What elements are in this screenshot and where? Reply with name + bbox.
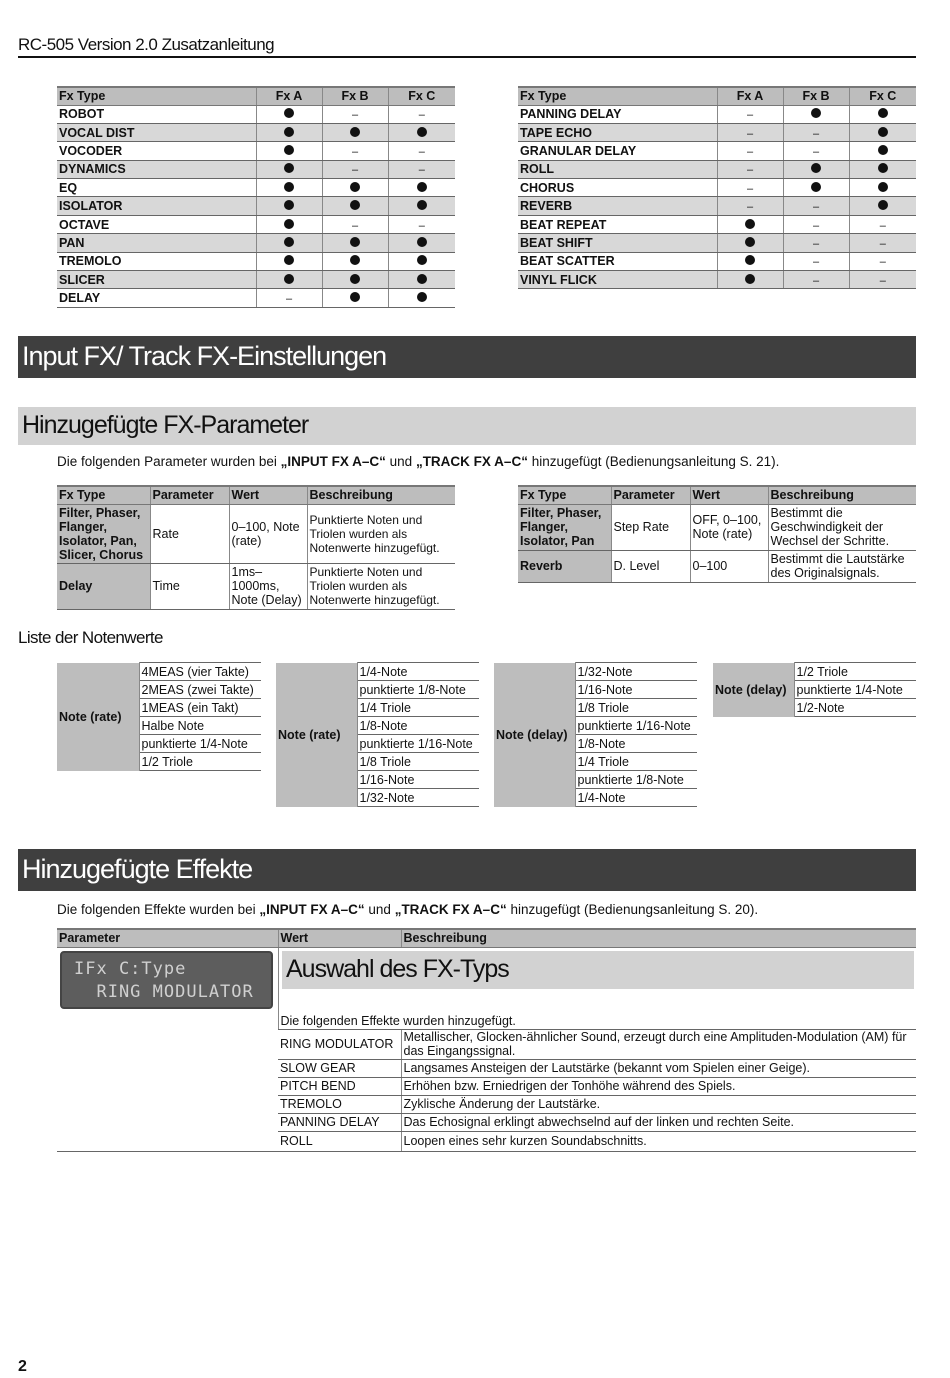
available-dot-icon bbox=[350, 182, 360, 192]
available-dot-icon bbox=[284, 237, 294, 247]
fx-type-name: VOCAL DIST bbox=[57, 123, 256, 141]
subheading-title: Auswahl des FX-Typs bbox=[286, 955, 509, 983]
fx-a-availability bbox=[256, 197, 322, 215]
effect-name-cell: RING MODULATOR bbox=[278, 1029, 401, 1059]
note-category: Note (rate) bbox=[57, 663, 139, 771]
not-available-dash: – bbox=[418, 219, 425, 232]
section-banner-fx-parameter bbox=[18, 407, 916, 445]
available-dot-icon bbox=[878, 200, 888, 210]
section-title: Input FX/ Track FX-Einstellungen bbox=[22, 341, 387, 371]
col-header-beschreibung: Beschreibung bbox=[307, 486, 455, 504]
available-dot-icon bbox=[284, 145, 294, 155]
not-available-dash: – bbox=[351, 109, 359, 122]
available-dot-icon bbox=[878, 145, 888, 155]
fx-type-name: BEAT REPEAT bbox=[518, 215, 717, 233]
note-value: 1/16-Note bbox=[575, 681, 697, 699]
available-dot-icon bbox=[350, 200, 360, 210]
fx-type-row bbox=[57, 179, 455, 197]
value-cell: 1ms–1000ms, Note (Delay) bbox=[229, 563, 307, 609]
fx-type-row bbox=[57, 142, 455, 160]
fx-c-availability bbox=[849, 271, 916, 289]
available-dot-icon bbox=[417, 274, 427, 284]
effect-description-cell: Metallischer, Glocken-ähnlicher Sound, erzeugt durch eine Amplituden-Modulation (AM) für das Eingangssignal. bbox=[401, 1029, 916, 1059]
available-dot-icon bbox=[350, 274, 360, 284]
col-header-fx-type: Fx Type bbox=[518, 87, 717, 105]
fx-c-availability bbox=[849, 252, 916, 270]
fx-c-availability bbox=[388, 252, 455, 270]
intro-text: und bbox=[385, 454, 416, 469]
available-dot-icon bbox=[350, 255, 360, 265]
fx-a-availability bbox=[717, 215, 783, 233]
description-cell: Bestimmt die Lautstärke des Originalsignals. bbox=[768, 550, 916, 582]
intro-bold-track-fx: „TRACK FX A–C“ bbox=[415, 454, 528, 469]
fx-a-availability bbox=[256, 160, 322, 178]
lcd-line-1: IFx C:Type bbox=[74, 959, 187, 979]
fx-a-availability bbox=[717, 179, 783, 197]
fx-type-row bbox=[518, 271, 916, 289]
description-cell: Bestimmt die Geschwindigkeit der Wechsel der Schritte. bbox=[768, 504, 916, 550]
parameter-cell: Rate bbox=[150, 504, 229, 563]
available-dot-icon bbox=[417, 292, 427, 302]
note-value: 1/2 Triole bbox=[139, 753, 261, 771]
effect-name-cell: TREMOLO bbox=[278, 1095, 401, 1113]
parameter-cell: Time bbox=[150, 563, 229, 609]
col-header-fx-b: Fx B bbox=[783, 87, 849, 105]
note-row bbox=[276, 663, 479, 681]
value-cell: 0–100, Note (rate) bbox=[229, 504, 307, 563]
fx-type-row bbox=[57, 252, 455, 270]
note-value: Halbe Note bbox=[139, 717, 261, 735]
note-value: 1/4-Note bbox=[575, 789, 697, 807]
fx-type-name: BEAT SCATTER bbox=[518, 252, 717, 270]
not-available-dash: – bbox=[351, 219, 359, 232]
col-header-fx-c: Fx C bbox=[849, 87, 916, 105]
available-dot-icon bbox=[284, 274, 294, 284]
not-available-dash: – bbox=[746, 127, 754, 140]
available-dot-icon bbox=[417, 182, 427, 192]
fx-type-row bbox=[518, 123, 916, 141]
not-available-dash: – bbox=[746, 164, 754, 177]
fx-c-availability bbox=[388, 160, 455, 178]
effect-name-cell: ROLL bbox=[278, 1131, 401, 1151]
intro-bold-input-fx: „INPUT FX A–C“ bbox=[259, 902, 365, 917]
fx-type-name: PAN bbox=[57, 234, 256, 252]
fx-a-availability bbox=[256, 289, 322, 307]
col-header-beschreibung: Beschreibung bbox=[768, 486, 916, 504]
fx-c-availability bbox=[849, 123, 916, 141]
note-value: punktierte 1/8-Note bbox=[575, 771, 697, 789]
fx-b-availability bbox=[322, 252, 388, 270]
document-title: RC-505 Version 2.0 Zusatzanleitung bbox=[18, 34, 916, 58]
col-header-fx-type: Fx Type bbox=[518, 486, 611, 504]
section-title: Hinzugefügte FX-Parameter bbox=[22, 411, 309, 439]
intro-text: hinzugefügt (Bedienungsanleitung S. 20). bbox=[506, 902, 759, 917]
not-available-dash: – bbox=[812, 201, 820, 214]
not-available-dash: – bbox=[812, 256, 820, 269]
fx-type-row bbox=[57, 234, 455, 252]
available-dot-icon bbox=[417, 127, 427, 137]
available-dot-icon bbox=[284, 127, 294, 137]
not-available-dash: – bbox=[418, 145, 425, 158]
fx-b-availability bbox=[322, 105, 388, 123]
fx-b-availability bbox=[322, 142, 388, 160]
col-header-fx-type: Fx Type bbox=[57, 87, 256, 105]
parameter-cell: D. Level bbox=[611, 550, 690, 582]
fx-b-availability bbox=[783, 234, 849, 252]
fx-c-availability bbox=[388, 105, 455, 123]
description-cell: Punktierte Noten und Triolen wurden als Notenwerte hinzugefügt. bbox=[307, 504, 455, 563]
available-dot-icon bbox=[745, 255, 755, 265]
note-value: 1/4 Triole bbox=[357, 699, 479, 717]
effects-intro: Die folgenden Effekte wurden hinzugefügt. bbox=[278, 1013, 916, 1029]
fx-c-availability bbox=[388, 179, 455, 197]
available-dot-icon bbox=[745, 219, 755, 229]
fx-type-name: EQ bbox=[57, 179, 256, 197]
fx-a-availability bbox=[256, 252, 322, 270]
effect-name-cell: PANNING DELAY bbox=[278, 1113, 401, 1131]
col-header-wert: Wert bbox=[229, 486, 307, 504]
note-value: punktierte 1/4-Note bbox=[794, 681, 916, 699]
fx-a-availability bbox=[256, 234, 322, 252]
note-value: punktierte 1/16-Note bbox=[575, 717, 697, 735]
not-available-dash: – bbox=[746, 182, 754, 195]
not-available-dash: – bbox=[879, 237, 886, 250]
fx-type-table-right bbox=[518, 86, 916, 289]
fx-type-name: ISOLATOR bbox=[57, 197, 256, 215]
fx-type-row bbox=[57, 197, 455, 215]
fx-type-name: SLICER bbox=[57, 271, 256, 289]
col-header-wert: Wert bbox=[690, 486, 768, 504]
available-dot-icon bbox=[284, 255, 294, 265]
param-table-right bbox=[518, 485, 916, 583]
fx-a-availability bbox=[256, 271, 322, 289]
fx-type-name: GRANULAR DELAY bbox=[518, 142, 717, 160]
intro-bold-input-fx: „INPUT FX A–C“ bbox=[280, 454, 386, 469]
note-category: Note (delay) bbox=[713, 663, 794, 717]
fx-b-availability bbox=[322, 179, 388, 197]
note-table bbox=[494, 662, 697, 807]
available-dot-icon bbox=[350, 127, 360, 137]
fx-b-availability bbox=[783, 197, 849, 215]
note-value: 1MEAS (ein Takt) bbox=[139, 699, 261, 717]
intro-paragraph bbox=[57, 454, 779, 469]
col-header-wert: Wert bbox=[278, 929, 401, 947]
fx-c-availability bbox=[388, 215, 455, 233]
fx-type-row bbox=[518, 160, 916, 178]
fx-a-availability bbox=[717, 252, 783, 270]
fx-c-availability bbox=[388, 123, 455, 141]
fx-type-row bbox=[57, 289, 455, 307]
fx-c-availability bbox=[388, 142, 455, 160]
fx-type-name: VINYL FLICK bbox=[518, 271, 717, 289]
note-value: punktierte 1/8-Note bbox=[357, 681, 479, 699]
effect-description-cell: Loopen eines sehr kurzen Soundabschnitts. bbox=[401, 1131, 916, 1151]
not-available-dash: – bbox=[351, 145, 359, 158]
fx-type-row bbox=[518, 234, 916, 252]
fx-type-cell: Reverb bbox=[518, 550, 611, 582]
fx-a-availability bbox=[256, 142, 322, 160]
intro-text: hinzugefügt (Bedienungsanleitung S. 21). bbox=[527, 454, 780, 469]
parameter-cell: Step Rate bbox=[611, 504, 690, 550]
value-cell: OFF, 0–100, Note (rate) bbox=[690, 504, 768, 550]
fx-type-row bbox=[57, 160, 455, 178]
note-value: 1/4-Note bbox=[357, 663, 479, 681]
available-dot-icon bbox=[745, 274, 755, 284]
fx-a-availability bbox=[256, 123, 322, 141]
available-dot-icon bbox=[417, 237, 427, 247]
fx-a-availability bbox=[717, 160, 783, 178]
note-value: 1/8 Triole bbox=[575, 699, 697, 717]
fx-b-availability bbox=[322, 271, 388, 289]
note-value: 1/2-Note bbox=[794, 699, 916, 717]
fx-a-availability bbox=[256, 105, 322, 123]
fx-b-availability bbox=[783, 252, 849, 270]
fx-type-row bbox=[57, 105, 455, 123]
fx-a-availability bbox=[717, 271, 783, 289]
fx-type-name: ROBOT bbox=[57, 105, 256, 123]
col-header-parameter: Parameter bbox=[150, 486, 229, 504]
fx-a-availability bbox=[717, 234, 783, 252]
available-dot-icon bbox=[284, 182, 294, 192]
fx-b-availability bbox=[322, 160, 388, 178]
note-value: 1/4 Triole bbox=[575, 753, 697, 771]
note-value: 1/8-Note bbox=[357, 717, 479, 735]
intro-paragraph bbox=[57, 902, 758, 917]
fx-a-availability bbox=[717, 123, 783, 141]
not-available-dash: – bbox=[812, 274, 820, 287]
fx-b-availability bbox=[322, 123, 388, 141]
not-available-dash: – bbox=[418, 109, 425, 122]
fx-c-availability bbox=[849, 142, 916, 160]
fx-b-availability bbox=[322, 215, 388, 233]
available-dot-icon bbox=[878, 108, 888, 118]
note-row bbox=[713, 663, 916, 681]
fx-b-availability bbox=[783, 142, 849, 160]
fx-type-name: TAPE ECHO bbox=[518, 123, 717, 141]
note-value: 4MEAS (vier Takte) bbox=[139, 663, 261, 681]
not-available-dash: – bbox=[879, 274, 886, 287]
fx-c-availability bbox=[388, 271, 455, 289]
not-available-dash: – bbox=[746, 201, 754, 214]
fx-c-availability bbox=[849, 160, 916, 178]
fx-type-row bbox=[57, 123, 455, 141]
fx-b-availability bbox=[783, 160, 849, 178]
intro-bold-track-fx: „TRACK FX A–C“ bbox=[394, 902, 507, 917]
fx-type-row bbox=[518, 142, 916, 160]
fx-type-name: TREMOLO bbox=[57, 252, 256, 270]
note-category: Note (rate) bbox=[276, 663, 357, 807]
available-dot-icon bbox=[811, 163, 821, 173]
available-dot-icon bbox=[350, 292, 360, 302]
effect-description-cell: Langsames Ansteigen der Lautstärke (bekannt vom Spielen einer Geige). bbox=[401, 1059, 916, 1077]
fx-type-row bbox=[518, 197, 916, 215]
note-value: 2MEAS (zwei Takte) bbox=[139, 681, 261, 699]
fx-type-row bbox=[57, 271, 455, 289]
fx-a-availability bbox=[717, 105, 783, 123]
intro-text: und bbox=[364, 902, 395, 917]
fx-c-availability bbox=[849, 215, 916, 233]
section-banner-effects bbox=[18, 849, 916, 891]
fx-type-name: REVERB bbox=[518, 197, 717, 215]
fx-type-name: CHORUS bbox=[518, 179, 717, 197]
not-available-dash: – bbox=[879, 256, 886, 269]
lcd-display bbox=[60, 951, 273, 1009]
note-value: 1/32-Note bbox=[357, 789, 479, 807]
section-banner-input-fx bbox=[18, 336, 916, 378]
fx-c-availability bbox=[849, 197, 916, 215]
not-available-dash: – bbox=[812, 219, 820, 232]
col-header-fx-a: Fx A bbox=[256, 87, 322, 105]
fx-type-cell: Filter, Phaser, Flanger, Isolator, Pan, Slicer, Chorus bbox=[57, 504, 150, 563]
lcd-line-2: RING MODULATOR bbox=[74, 982, 254, 1002]
fx-b-availability bbox=[322, 289, 388, 307]
note-table bbox=[276, 662, 479, 807]
note-row bbox=[494, 663, 697, 681]
col-header-beschreibung: Beschreibung bbox=[401, 929, 916, 947]
fx-c-availability bbox=[388, 234, 455, 252]
col-header-fx-type: Fx Type bbox=[57, 486, 150, 504]
col-header-fx-b: Fx B bbox=[322, 87, 388, 105]
available-dot-icon bbox=[878, 127, 888, 137]
effect-description-cell: Zyklische Änderung der Lautstärke. bbox=[401, 1095, 916, 1113]
fx-type-row bbox=[518, 252, 916, 270]
available-dot-icon bbox=[284, 163, 294, 173]
fx-type-name: DYNAMICS bbox=[57, 160, 256, 178]
not-available-dash: – bbox=[879, 219, 886, 232]
not-available-dash: – bbox=[746, 145, 754, 158]
note-list-heading: Liste der Notenwerte bbox=[18, 628, 163, 647]
fx-c-availability bbox=[849, 105, 916, 123]
available-dot-icon bbox=[878, 163, 888, 173]
fx-b-availability bbox=[783, 123, 849, 141]
fx-type-row bbox=[518, 215, 916, 233]
page-number: 2 bbox=[18, 1358, 27, 1375]
available-dot-icon bbox=[284, 200, 294, 210]
note-value: punktierte 1/16-Note bbox=[357, 735, 479, 753]
available-dot-icon bbox=[417, 255, 427, 265]
param-table-left bbox=[57, 485, 455, 610]
not-available-dash: – bbox=[812, 145, 820, 158]
note-value: 1/8 Triole bbox=[357, 753, 479, 771]
fx-type-name: DELAY bbox=[57, 289, 256, 307]
available-dot-icon bbox=[417, 200, 427, 210]
note-table bbox=[57, 662, 261, 771]
fx-b-availability bbox=[783, 215, 849, 233]
note-value: punktierte 1/4-Note bbox=[139, 735, 261, 753]
available-dot-icon bbox=[745, 237, 755, 247]
section-title: Hinzugefügte Effekte bbox=[22, 854, 253, 884]
fx-type-name: BEAT SHIFT bbox=[518, 234, 717, 252]
effect-name-cell: PITCH BEND bbox=[278, 1077, 401, 1095]
fx-c-availability bbox=[849, 179, 916, 197]
available-dot-icon bbox=[284, 108, 294, 118]
available-dot-icon bbox=[284, 219, 294, 229]
fx-type-cell: Filter, Phaser, Flanger, Isolator, Pan bbox=[518, 504, 611, 550]
not-available-dash: – bbox=[285, 293, 293, 306]
fx-a-availability bbox=[256, 215, 322, 233]
fx-type-table-left bbox=[57, 86, 455, 308]
fx-b-availability bbox=[783, 271, 849, 289]
fx-a-availability bbox=[717, 142, 783, 160]
effect-description-cell: Erhöhen bzw. Erniedrigen der Tonhöhe während des Spiels. bbox=[401, 1077, 916, 1095]
available-dot-icon bbox=[811, 182, 821, 192]
value-cell: 0–100 bbox=[690, 550, 768, 582]
not-available-dash: – bbox=[418, 164, 425, 177]
fx-type-subheading bbox=[282, 951, 914, 989]
not-available-dash: – bbox=[812, 237, 820, 250]
note-value: 1/8-Note bbox=[575, 735, 697, 753]
fx-c-availability bbox=[388, 197, 455, 215]
col-header-fx-a: Fx A bbox=[717, 87, 783, 105]
description-cell: Punktierte Noten und Triolen wurden als Notenwerte hinzugefügt. bbox=[307, 563, 455, 609]
fx-type-row bbox=[57, 215, 455, 233]
fx-b-availability bbox=[783, 105, 849, 123]
intro-text: Die folgenden Effekte wurden bei bbox=[57, 902, 260, 917]
note-value: 1/2 Triole bbox=[794, 663, 916, 681]
available-dot-icon bbox=[878, 182, 888, 192]
col-header-fx-c: Fx C bbox=[388, 87, 455, 105]
note-value: 1/32-Note bbox=[575, 663, 697, 681]
not-available-dash: – bbox=[351, 164, 359, 177]
note-value: 1/16-Note bbox=[357, 771, 479, 789]
not-available-dash: – bbox=[746, 109, 754, 122]
col-header-parameter: Parameter bbox=[57, 929, 278, 947]
col-header-parameter: Parameter bbox=[611, 486, 690, 504]
intro-text: Die folgenden Parameter wurden bei bbox=[57, 454, 281, 469]
available-dot-icon bbox=[811, 108, 821, 118]
fx-b-availability bbox=[783, 179, 849, 197]
not-available-dash: – bbox=[812, 127, 820, 140]
fx-b-availability bbox=[322, 197, 388, 215]
fx-type-row bbox=[518, 105, 916, 123]
fx-type-name: PANNING DELAY bbox=[518, 105, 717, 123]
fx-type-name: VOCODER bbox=[57, 142, 256, 160]
note-row bbox=[57, 663, 261, 681]
fx-c-availability bbox=[849, 234, 916, 252]
fx-a-availability bbox=[717, 197, 783, 215]
effect-name-cell: SLOW GEAR bbox=[278, 1059, 401, 1077]
fx-c-availability bbox=[388, 289, 455, 307]
fx-type-name: OCTAVE bbox=[57, 215, 256, 233]
fx-b-availability bbox=[322, 234, 388, 252]
fx-type-cell: Delay bbox=[57, 563, 150, 609]
note-table bbox=[713, 662, 916, 717]
effect-description-cell: Das Echosignal erklingt abwechselnd auf der linken und rechten Seite. bbox=[401, 1113, 916, 1131]
fx-a-availability bbox=[256, 179, 322, 197]
fx-type-row bbox=[518, 179, 916, 197]
note-category: Note (delay) bbox=[494, 663, 575, 807]
available-dot-icon bbox=[350, 237, 360, 247]
fx-type-name: ROLL bbox=[518, 160, 717, 178]
